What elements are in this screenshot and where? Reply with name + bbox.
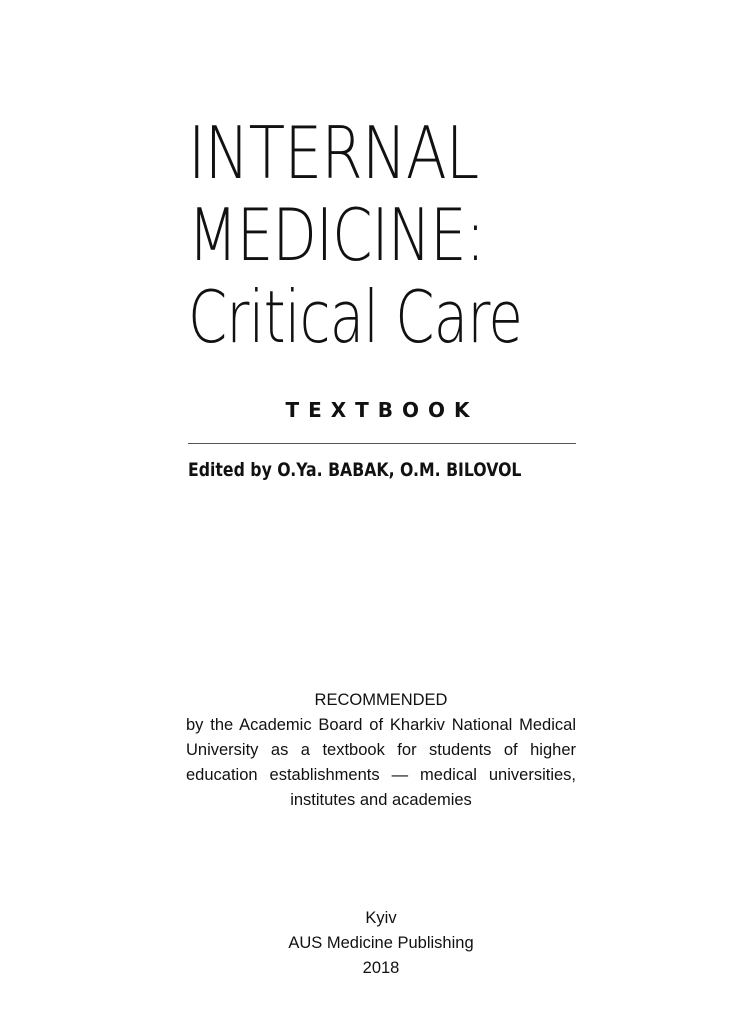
recommendation-heading: RECOMMENDED xyxy=(314,691,448,709)
title-line-1: INTERNAL xyxy=(188,111,479,195)
imprint-block xyxy=(186,906,576,981)
imprint-city: Kyiv xyxy=(365,909,397,927)
editors-text: Edited by O.Ya. BABAK, O.M. BILOVOL xyxy=(188,459,522,481)
imprint-publisher: AUS Medicine Publishing xyxy=(288,934,474,952)
title-line-3: Critical Care xyxy=(188,275,523,359)
editors-line xyxy=(188,459,576,481)
divider-line xyxy=(188,443,576,444)
title-line-2: MEDICINE: xyxy=(188,193,485,277)
recommendation-block xyxy=(186,688,576,813)
book-title xyxy=(188,112,588,358)
book-type-label: TEXTBOOK xyxy=(285,398,479,422)
recommendation-text: by the Academic Board of Kharkiv National Medical University as a textbook for students of higher education establishments — medical universities, institutes and academies xyxy=(186,716,576,809)
imprint-year: 2018 xyxy=(362,959,400,977)
